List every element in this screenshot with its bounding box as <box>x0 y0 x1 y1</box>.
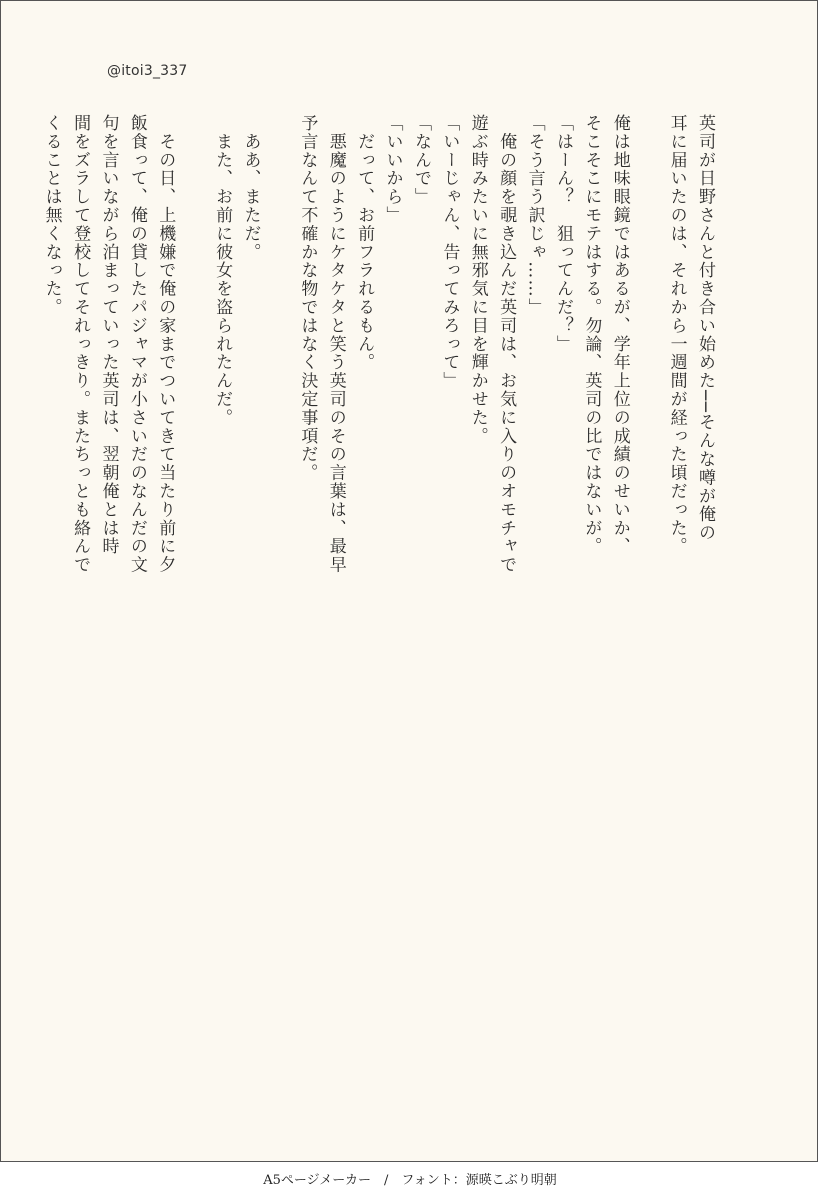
text-line: 予言なんて不確かな物ではなく決定事項だ。 <box>297 114 318 482</box>
text-line: 飯食って、俺の貸したパジャマが小さいだのなんだの文 <box>126 114 147 574</box>
text-line: その日、上機嫌で俺の家までついてきて当たり前に夕 <box>155 114 176 574</box>
paragraph-gap <box>265 114 293 1074</box>
vertical-story-text <box>37 114 719 1074</box>
text-line: また、お前に彼女を盗られたんだ。 <box>212 114 233 427</box>
text-line: 俺の顔を覗き込んだ英司は、お気に入りのオモチャで <box>496 114 517 574</box>
text-line: 遊ぶ時みたいに無邪気に目を輝かせた。 <box>467 114 488 446</box>
text-line: だって、お前フラれるもん。 <box>354 114 375 372</box>
text-line: そこそこにモテはする。勿論、英司の比ではないが。 <box>581 114 602 556</box>
text-line: ああ、まただ。 <box>240 114 261 262</box>
text-line: くることは無くなった。 <box>41 114 62 317</box>
paragraph-gap <box>634 114 662 1074</box>
text-line: 「そう言う訳じゃ……」 <box>524 114 545 317</box>
text-line: 悪魔のようにケタケタと笑う英司のその言葉は、最早 <box>325 114 346 574</box>
text-line: 句を言いながら泊まっていった英司は、翌朝俺とは時 <box>98 114 119 556</box>
text-line: 「はーん？ 狙ってんだ？」 <box>552 114 573 354</box>
text-line: 「いーじゃん、告ってみろって」 <box>439 114 460 390</box>
paragraph-gap <box>179 114 207 1074</box>
text-line: 英司が日野さんと付き合い始めた──そんな噂が俺の <box>695 114 715 543</box>
author-handle: @itoi3_337 <box>107 63 188 79</box>
text-line: 俺は地味眼鏡ではあるが、学年上位の成績のせいか、 <box>609 114 630 556</box>
text-line: 耳に届いたのは、それから一週間が経った頃だった。 <box>666 114 687 556</box>
text-line: 「いいから」 <box>382 114 403 225</box>
text-line: 間をズラして登校してそれっきり。またちっとも絡んで <box>70 114 91 574</box>
text-line: 「なんで」 <box>410 114 431 206</box>
page-footer: A5ページメーカー / フォント：源暎こぶり明朝 <box>263 1173 557 1188</box>
